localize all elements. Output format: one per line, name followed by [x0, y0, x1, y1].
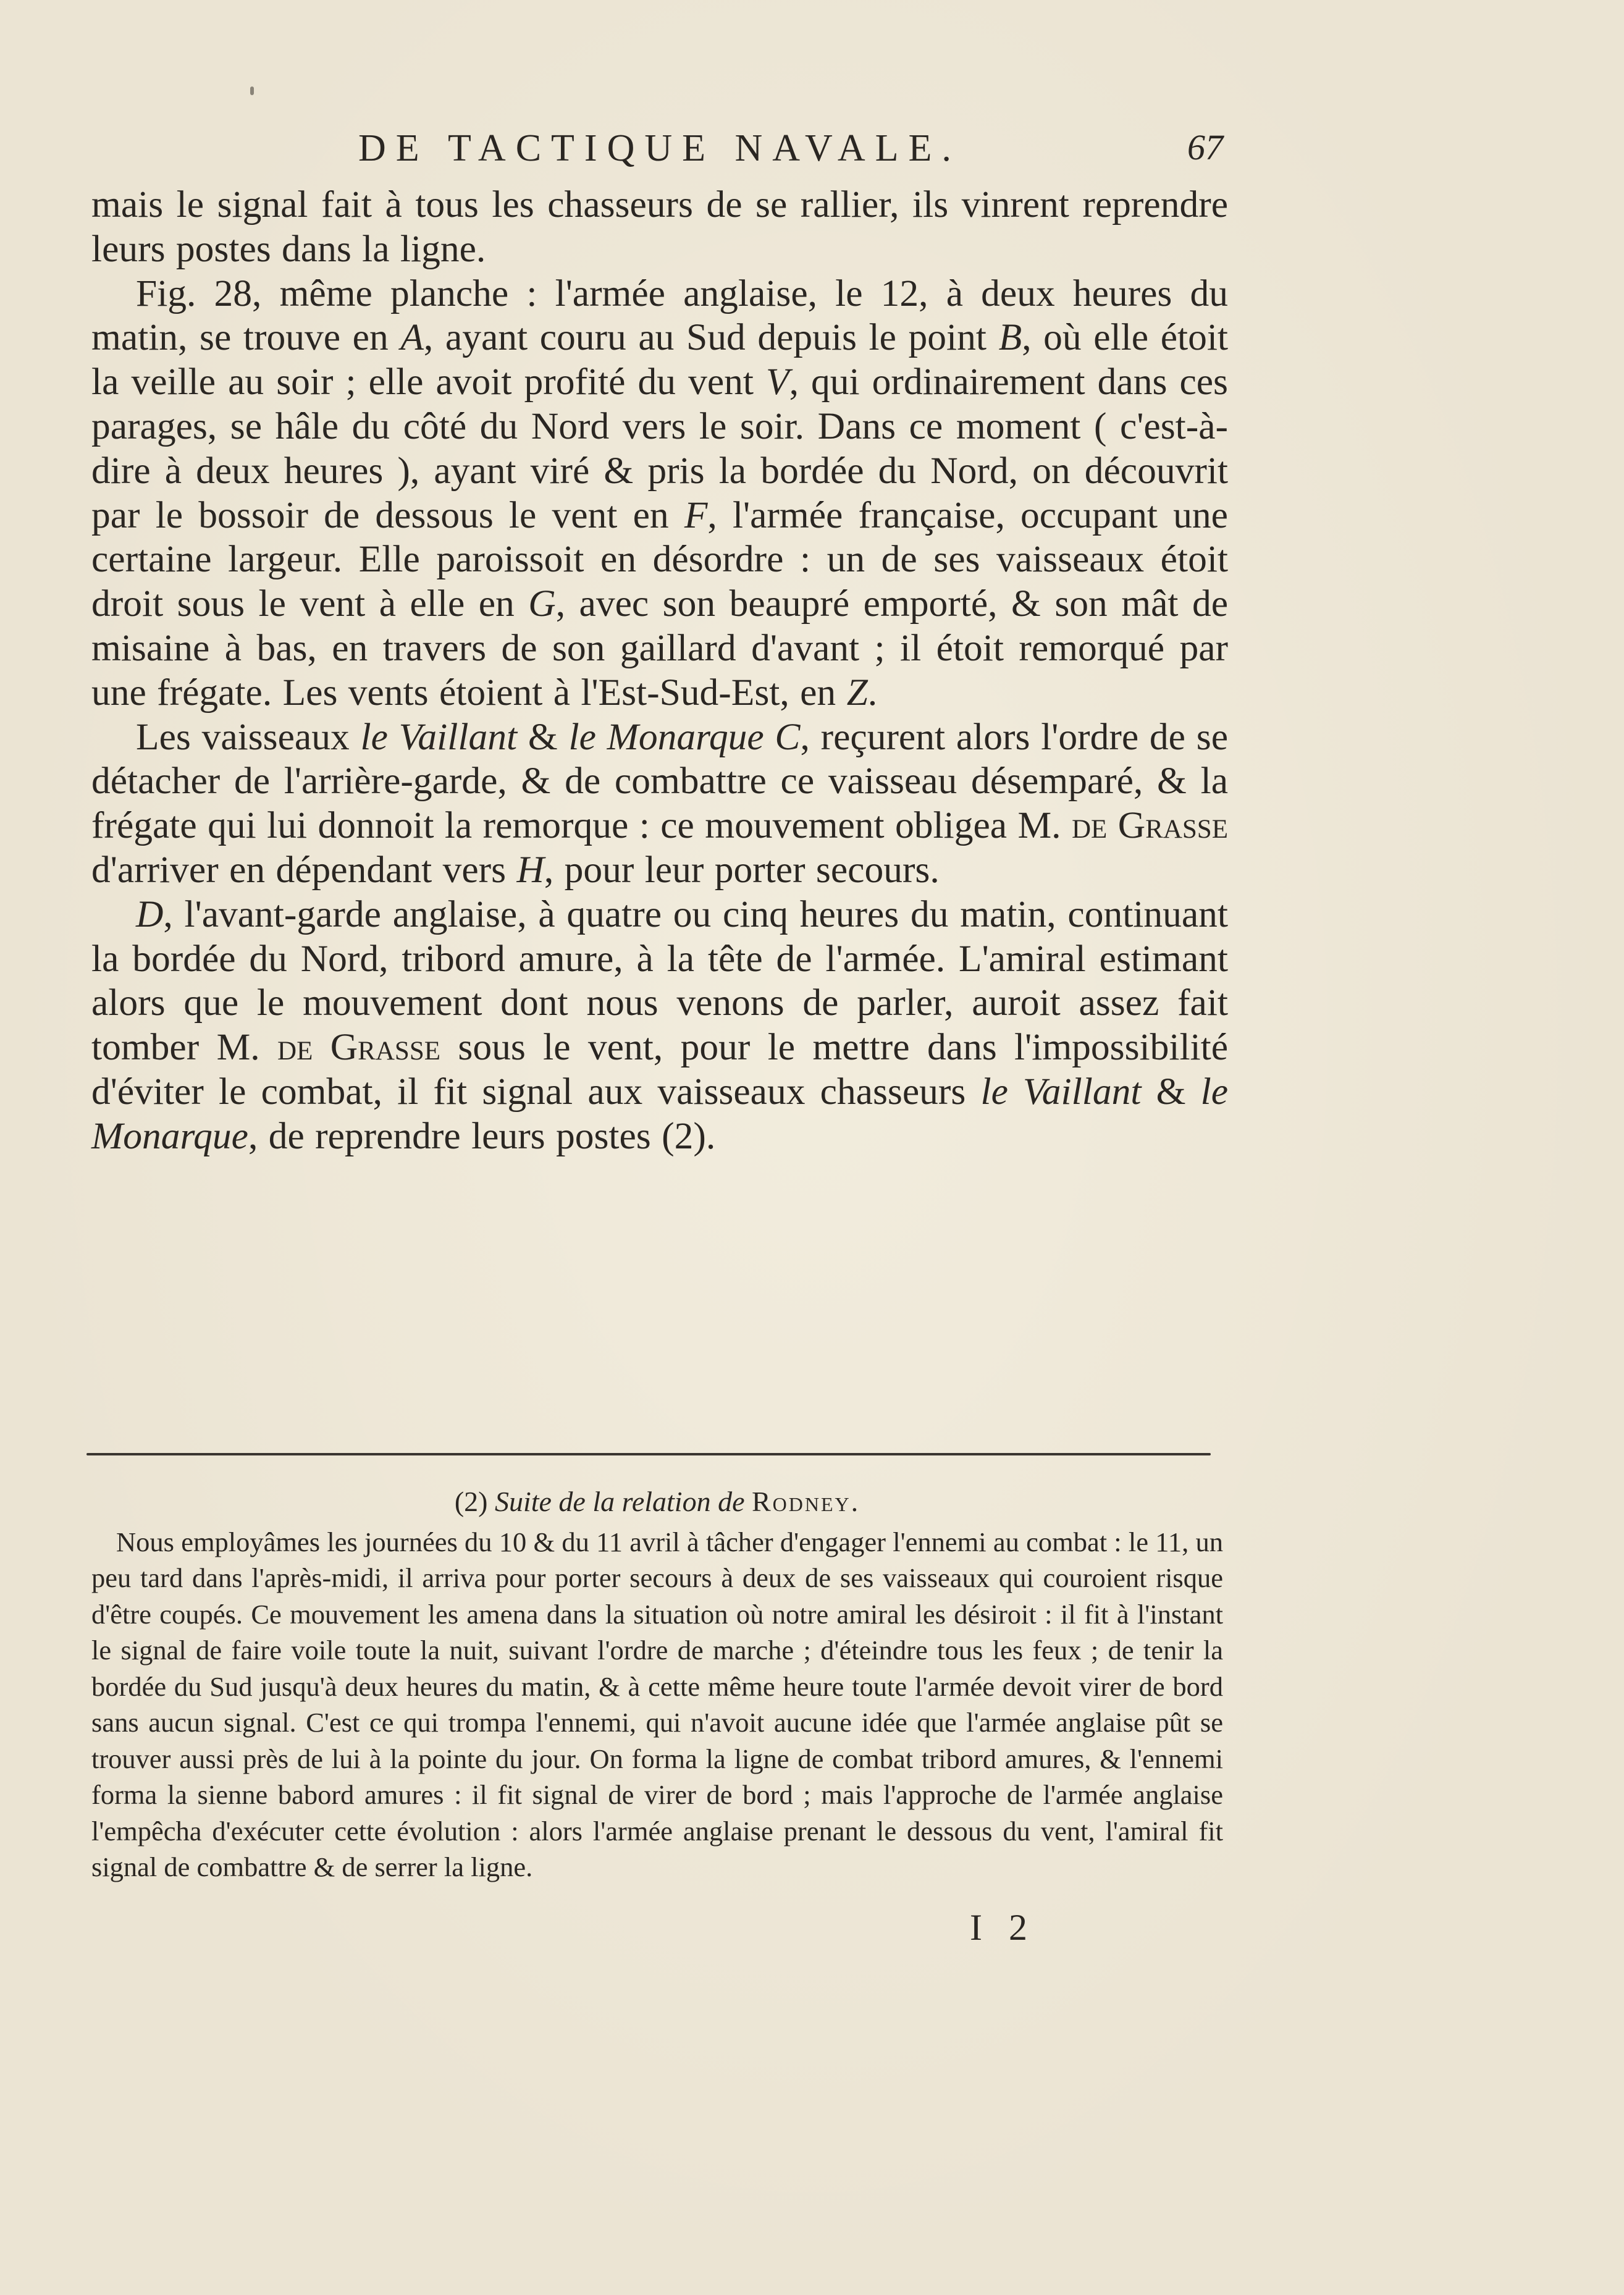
footnote: [91, 1484, 1223, 1885]
paragraph-4: [91, 893, 1228, 1159]
p4-text-2: sous le vent, pour le mettre dans l'impossibilité d'éviter le combat, il fit signal aux vaisseaux chasseurs: [91, 1026, 1228, 1113]
ship-name-monarque-2: le Monarque: [91, 1070, 1229, 1157]
figure-letter-b: B: [998, 316, 1022, 359]
paragraph-3: [91, 715, 1228, 893]
p4-text-1: , l'avant-garde anglaise, à quatre ou cinq heures du matin, continuant la bordée du Nord, tribord amure, à la tête de l'armée. L'amiral estimant alors que le mouvement dont nous venons de parler, auroit assez fait tomber M.: [91, 893, 1228, 1069]
p2-text-3: , où elle étoit la veille au soir ; elle avoit profité du vent: [91, 316, 1229, 403]
ship-name-vaillant: le Vaillant: [360, 715, 518, 758]
person-name-de-grasse-2: de Grasse: [277, 1026, 440, 1069]
p2-text-6: , avec son beaupré emporté, & son mât de misaine à bas, en travers de son gaillard d'avant ; il étoit remorqué par une frégate. Les vents étoient à l'Est-Sud-Est, en: [91, 583, 1228, 714]
p2-text-5: , l'armée française, occupant une certaine largeur. Elle paroissoit en désordre : un de ses vaisseaux étoit droit sous le vent à elle en: [91, 494, 1228, 625]
footnote-mark: (2): [454, 1486, 495, 1517]
paragraph-1: [91, 183, 1228, 272]
footnote-rule: [86, 1453, 1211, 1455]
figure-letter-a: A: [400, 316, 424, 359]
p4-text-4: , de reprendre leurs postes (2).: [248, 1114, 716, 1157]
footnote-heading-name: Rodney.: [752, 1486, 860, 1517]
p3-text-4: d'arriver en dépendant vers: [91, 848, 517, 891]
paragraph-2: [91, 272, 1228, 715]
p3-text-5: , pour leur porter secours.: [544, 848, 940, 891]
p3-text-1: Les vaisseaux: [136, 715, 361, 758]
figure-letter-g: G: [528, 583, 556, 625]
p4-text-3: &: [1141, 1070, 1201, 1113]
running-head-title: DE TACTIQUE NAVALE.: [358, 127, 961, 169]
footnote-text: Nous employâmes les journées du 10 & du 11 avril à tâcher d'engager l'ennemi au combat : le 11, un peu tard dans l'après-midi, il arriva pour porter secours à deux de ses vaisseaux qui couroient risque d'être coupés. Ce mouvement les amena dans la situation où notre amiral les désiroit : il fit à l'instant le signal de faire voile toute la nuit, suivant l'ordre de marche ; d'éteindre tous les feux ; de tenir la bordée du Sud jusqu'à deux heures du matin, & à cette même heure toute l'armée devoit virer de bord sans aucun signal. C'est ce qui trompa l'ennemi, qui n'avoit aucune idée que l'armée anglaise pût se trouver aussi près de lui à la pointe du jour. On forma la ligne de combat tribord amures, & l'ennemi forma la sienne babord amures : il fit signal de virer de bord ; mais l'approche de l'armée anglaise l'empêcha d'exécuter cette évolution : alors l'armée anglaise prenant le dessous du vent, l'amiral fit signal de combattre & de serrer la ligne.: [91, 1526, 1223, 1882]
signature-mark: I 2: [970, 1907, 1036, 1948]
p2-text-7: .: [867, 671, 878, 714]
figure-letter-v: V: [766, 361, 789, 403]
running-head: [358, 127, 1223, 182]
p3-text-2: &: [517, 715, 569, 758]
p2-text-2: , ayant couru au Sud depuis le point: [423, 316, 999, 359]
p2-text-4: , qui ordinairement dans ces parages, se hâle du côté du Nord vers le soir. Dans ce moment ( c'est-à-dire à deux heures ), ayant viré & pris la bordée du Nord, on découvrit par le bossoir de dessous le vent en: [91, 361, 1228, 536]
main-text: [91, 183, 1228, 1159]
figure-letter-h: H: [516, 848, 544, 891]
paragraph-1-text: mais le signal fait à tous les chasseurs de se rallier, ils vinrent reprendre leurs postes dans la ligne.: [91, 183, 1228, 270]
figure-letter-z: Z: [846, 671, 868, 714]
person-name-de-grasse: de Grasse: [1072, 804, 1228, 847]
ink-speck: [250, 86, 254, 95]
ship-name-monarque: le Monarque C: [568, 715, 801, 758]
figure-letter-f: F: [684, 494, 708, 536]
p3-text-3: , reçurent alors l'ordre de se détacher de l'arrière-garde, & de combattre ce vaisseau désemparé, & la frégate qui lui donnoit la remorque : ce mouvement obligea M.: [91, 715, 1229, 847]
footnote-heading: [91, 1484, 1223, 1520]
footnote-heading-italic: Suite de la relation de: [494, 1486, 745, 1517]
figure-letter-d: D: [136, 893, 164, 935]
page-number: 67: [1187, 127, 1223, 167]
p2-text-1: Fig. 28, même planche : l'armée anglaise, le 12, à deux heures du matin, se trouve en: [91, 272, 1228, 359]
ship-name-vaillant-2: le Vaillant: [980, 1070, 1142, 1113]
